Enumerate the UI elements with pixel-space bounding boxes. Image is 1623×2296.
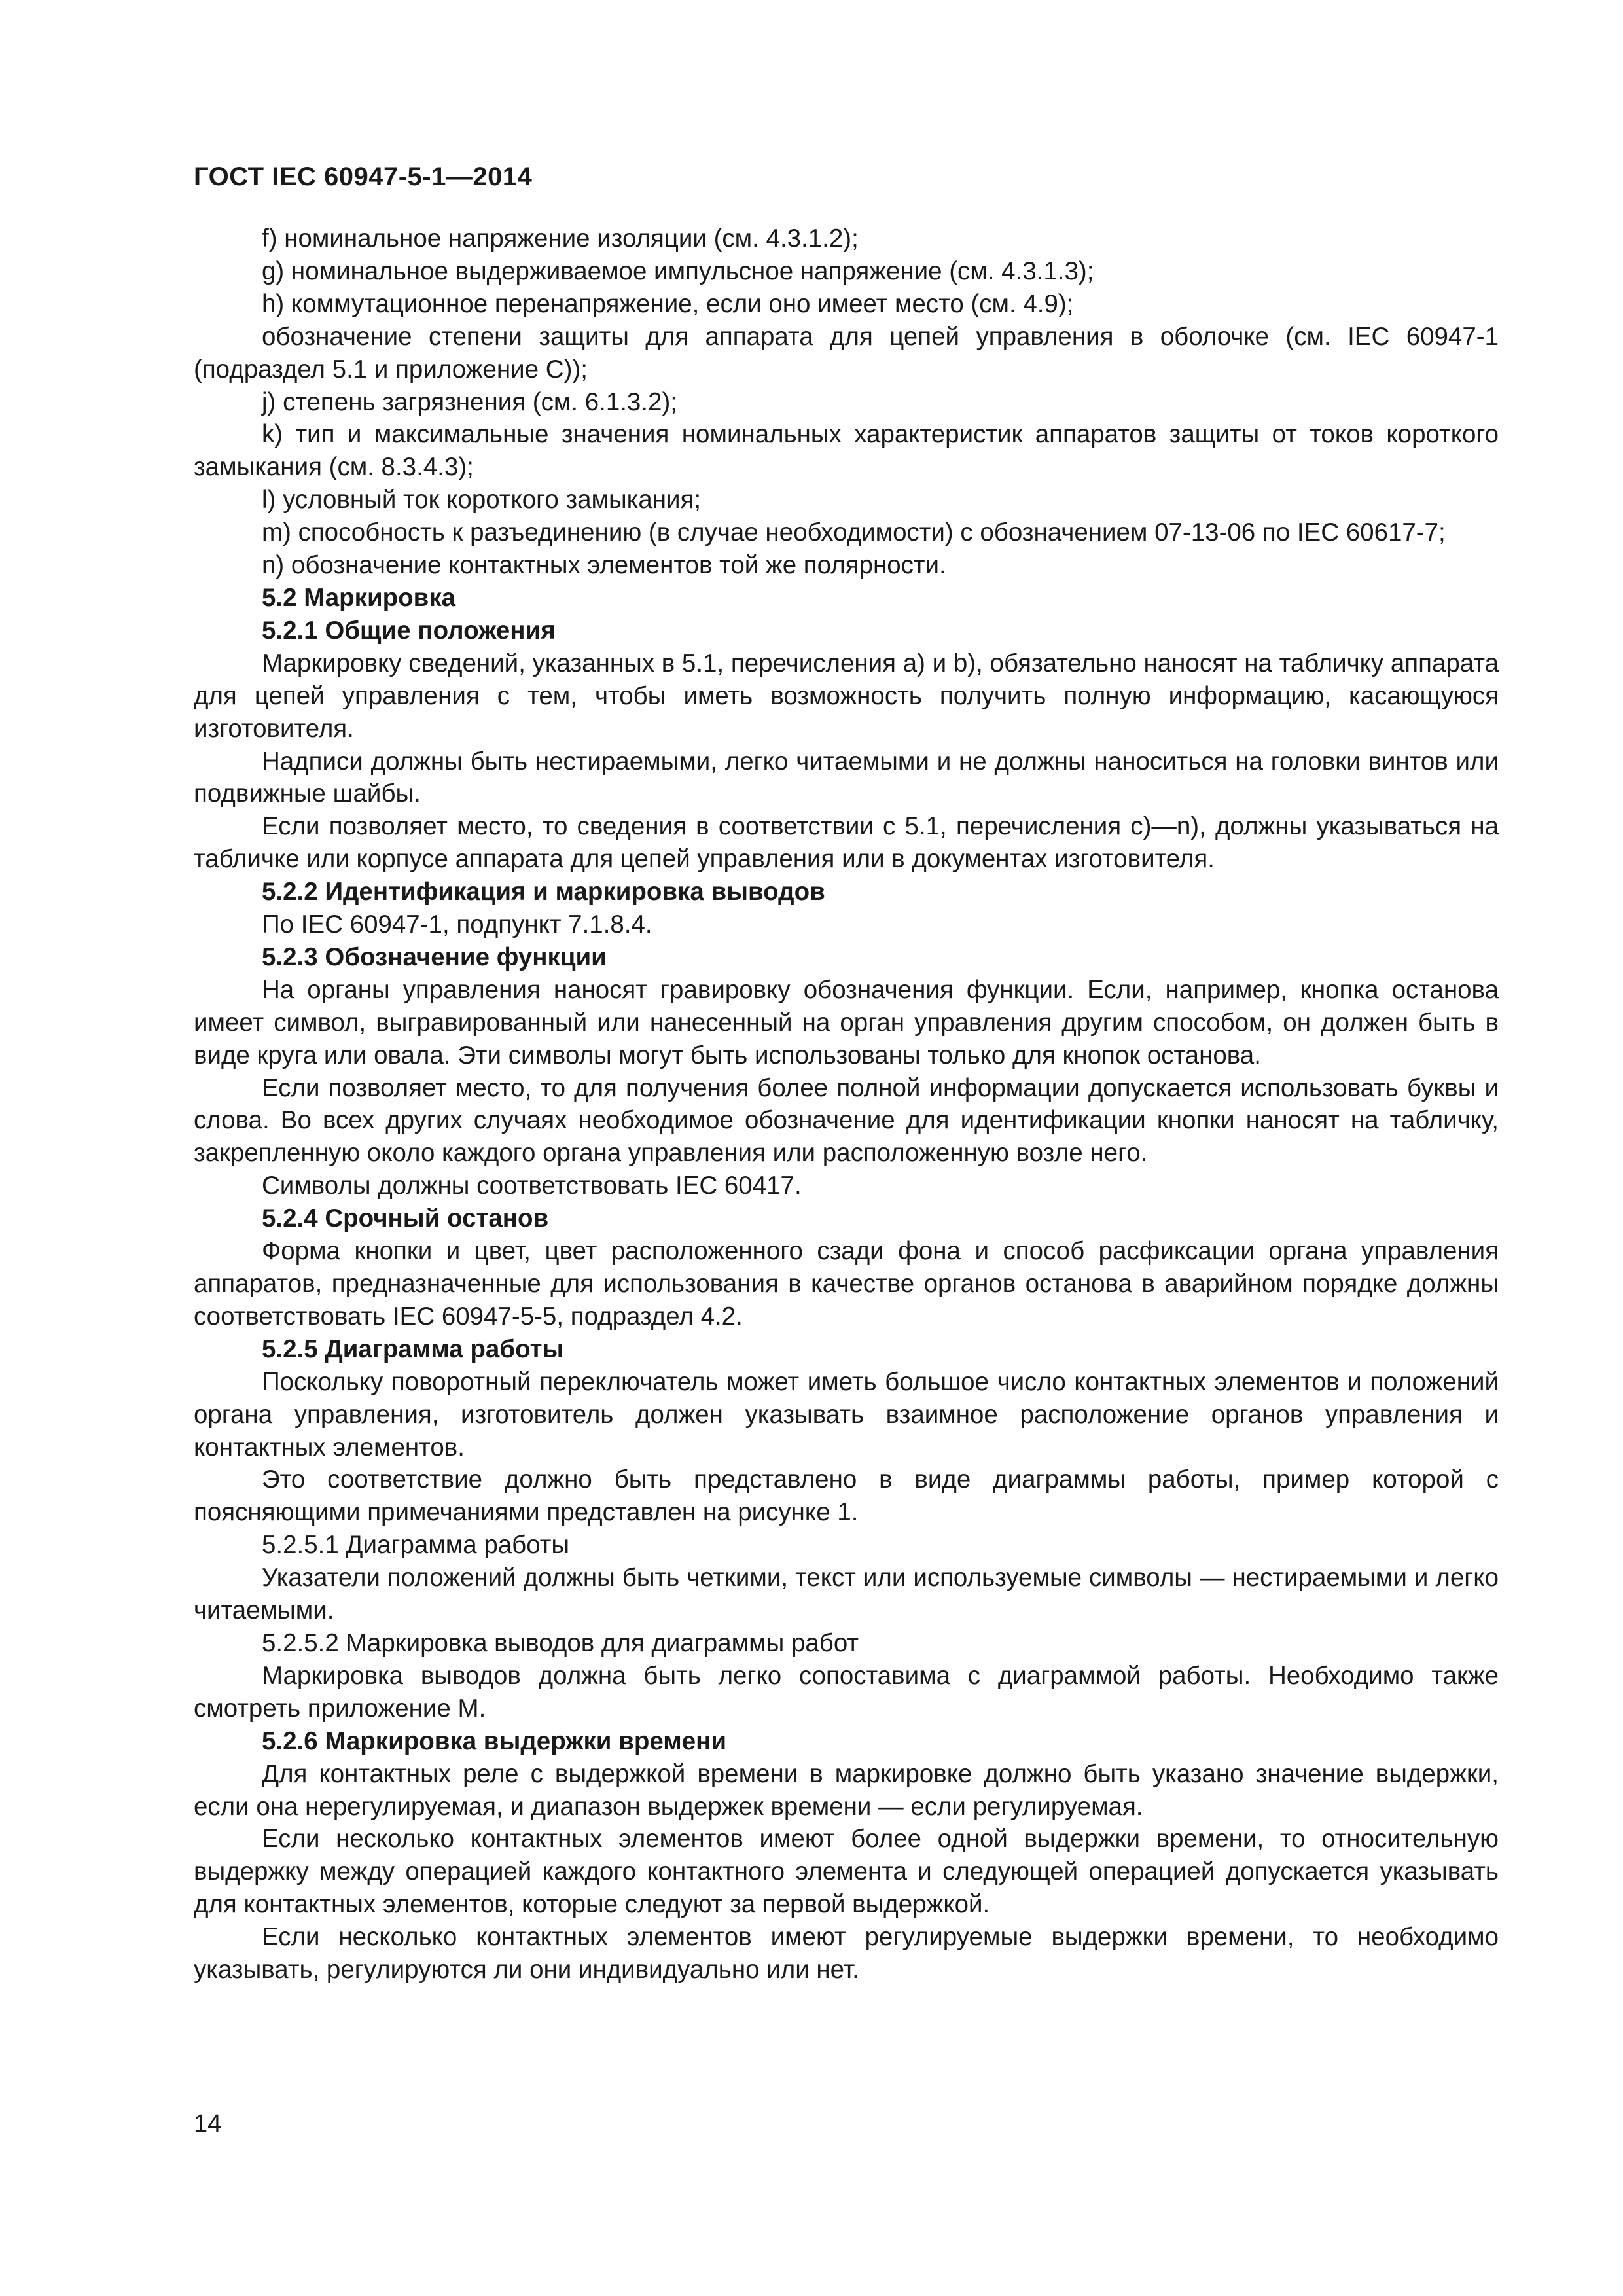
document-header: ГОСТ IEC 60947-5-1—2014 bbox=[194, 162, 533, 191]
paragraph: обозначение степени защиты для аппарата для цепей управления в оболочке (см. IEC 60947-1 (подраздел 5.1 и приложение С)); bbox=[194, 322, 1499, 384]
page-number: 14 bbox=[194, 2110, 222, 2138]
section-heading: 5.2.1 Общие положения bbox=[262, 616, 556, 645]
paragraph: По IEC 60947-1, подпункт 7.1.8.4. bbox=[262, 910, 652, 939]
paragraph: Надписи должны быть нестираемыми, легко читаемыми и не должны наноситься на головки винтов или подвижные шайбы. bbox=[194, 747, 1499, 808]
paragraph: Для контактных реле с выдержкой времени в маркировке должно быть указано значение выдержки, если она нерегулируемая, и диапазон выдержек времени — если регулируемая. bbox=[194, 1759, 1499, 1821]
section-heading: 5.2.4 Срочный останов bbox=[262, 1204, 549, 1233]
paragraph: l) условный ток короткого замыкания; bbox=[262, 486, 702, 514]
paragraph: Если несколько контактных элементов имеют регулируемые выдержки времени, то необходимо указывать, регулируются ли они индивидуально или нет. bbox=[194, 1923, 1499, 1984]
paragraph: j) степень загрязнения (см. 6.1.3.2); bbox=[262, 387, 677, 416]
section-heading: 5.2.5 Диаграмма работы bbox=[262, 1335, 564, 1363]
paragraph: Поскольку поворотный переключатель может иметь большое число контактных элементов и положений органа управления, изготовитель должен указывать взаимное расположение органов управления и контактных элементов. bbox=[194, 1367, 1499, 1462]
paragraph: n) обозначение контактных элементов той же полярности. bbox=[262, 551, 946, 580]
paragraph: Если несколько контактных элементов имеют более одной выдержки времени, то относительную выдержку между операцией каждого контактного элемента и следующей операцией допускается указывать для контактных элементов, которые следуют за первой выдержкой. bbox=[194, 1825, 1499, 1919]
paragraph: Символы должны соответствовать IEC 60417. bbox=[262, 1172, 802, 1200]
section-heading: 5.2.3 Обозначение функции bbox=[262, 942, 607, 971]
paragraph: k) тип и максимальные значения номинальных характеристик аппаратов защиты от токов короткого замыкания (см. 8.3.4.3); bbox=[194, 420, 1499, 482]
paragraph: Если позволяет место, то сведения в соответствии с 5.1, перечисления с)—n), должны указываться на табличке или корпусе аппарата для цепей управления или в документах изготовителя. bbox=[194, 812, 1499, 874]
paragraph: h) коммутационное перенапряжение, если оно имеет место (см. 4.9); bbox=[262, 289, 1074, 318]
paragraph: Маркировка выводов должна быть легко сопоставима с диаграммой работы. Необходимо также смотреть приложение М. bbox=[194, 1661, 1499, 1723]
section-heading: 5.2.2 Идентификация и маркировка выводов bbox=[262, 878, 825, 906]
paragraph: f) номинальное напряжение изоляции (см. 4.3.1.2); bbox=[262, 224, 859, 253]
paragraph: Маркировку сведений, указанных в 5.1, перечисления а) и b), обязательно наносят на табличку аппарата для цепей управления с тем, чтобы иметь возможность получить полную информацию, касающуюся изготовителя. bbox=[194, 649, 1499, 743]
document-body bbox=[194, 223, 1499, 1986]
paragraph: 5.2.5.2 Маркировка выводов для диаграммы работ bbox=[262, 1628, 859, 1657]
paragraph: m) способность к разъединению (в случае необходимости) с обозначением 07-13-06 по IEC 60617-7; bbox=[262, 518, 1446, 547]
paragraph: Это соответствие должно быть представлено в виде диаграммы работы, пример которой с поясняющими примечаниями представлен на рисунке 1. bbox=[194, 1465, 1499, 1527]
paragraph: g) номинальное выдерживаемое импульсное напряжение (см. 4.3.1.3); bbox=[262, 257, 1094, 285]
paragraph: Если позволяет место, то для получения более полной информации допускается использовать буквы и слова. Во всех других случаях необходимое обозначение для идентификации кнопки наносят на табличку, закрепленную около каждого органа управления или расположенную возле него. bbox=[194, 1073, 1499, 1168]
paragraph: 5.2.5.1 Диаграмма работы bbox=[262, 1531, 570, 1560]
section-heading: 5.2.6 Маркировка выдержки времени bbox=[262, 1727, 727, 1755]
section-heading: 5.2 Маркировка bbox=[262, 583, 456, 612]
paragraph: Форма кнопки и цвет, цвет расположенного сзади фона и способ расфиксации органа управления аппаратов, предназначенные для использования в качестве органов останова в аварийном порядке должны соответствовать IEC 60947-5-5, подраздел 4.2. bbox=[194, 1237, 1499, 1331]
paragraph: На органы управления наносят гравировку обозначения функции. Если, например, кнопка останова имеет символ, выгравированный или нанесенный на орган управления другим способом, он должен быть в виде круга или овала. Эти символы могут быть использованы только для кнопок останова. bbox=[194, 975, 1499, 1069]
paragraph: Указатели положений должны быть четкими, текст или используемые символы — нестираемыми и легко читаемыми. bbox=[194, 1564, 1499, 1625]
